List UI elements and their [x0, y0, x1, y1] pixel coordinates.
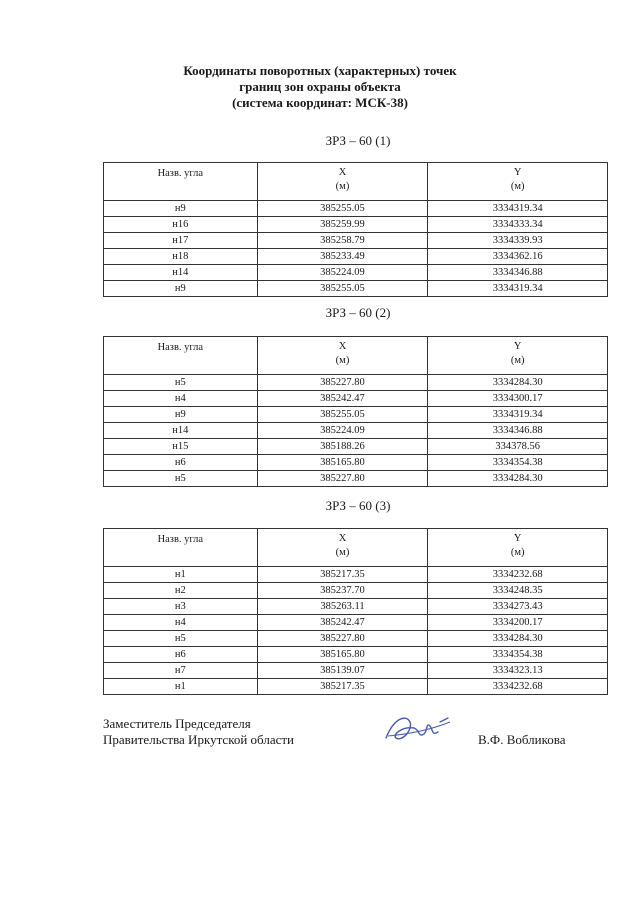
header-y-label: Y [513, 341, 522, 352]
coordinates-table-3 [103, 528, 608, 695]
table-row [104, 583, 608, 599]
y-coordinate-cell: 3334339.93 [428, 233, 608, 249]
point-name-cell: н6 [104, 647, 258, 663]
x-coordinate-cell: 385227.80 [257, 375, 428, 391]
coordinates-table-1 [103, 162, 608, 297]
point-name-cell: н4 [104, 615, 258, 631]
x-coordinate-cell: 385165.80 [257, 647, 428, 663]
y-coordinate-cell: 3334284.30 [428, 471, 608, 487]
header-x [257, 529, 428, 567]
table-row [104, 233, 608, 249]
header-y-unit: (м) [510, 547, 525, 558]
y-coordinate-cell: 3334284.30 [428, 631, 608, 647]
y-coordinate-cell: 3334362.16 [428, 249, 608, 265]
header-y [428, 163, 608, 201]
y-coordinate-cell: 3334284.30 [428, 375, 608, 391]
table-row [104, 249, 608, 265]
table-row [104, 631, 608, 647]
y-coordinate-cell: 3334319.34 [428, 407, 608, 423]
title-line-1: Координаты поворотных (характерных) точек [183, 63, 457, 78]
point-name-cell: н5 [104, 471, 258, 487]
header-x-label: X [338, 533, 347, 544]
point-name-cell: н16 [104, 217, 258, 233]
y-coordinate-cell: 3334346.88 [428, 423, 608, 439]
header-x [257, 163, 428, 201]
x-coordinate-cell: 385237.70 [257, 583, 428, 599]
table-row [104, 679, 608, 695]
x-coordinate-cell: 385139.07 [257, 663, 428, 679]
header-y-label: Y [513, 533, 522, 544]
header-y [428, 529, 608, 567]
table-row [104, 471, 608, 487]
table-row [104, 407, 608, 423]
signature-block [103, 716, 294, 748]
table-row [104, 423, 608, 439]
x-coordinate-cell: 385188.26 [257, 439, 428, 455]
y-coordinate-cell: 3334248.35 [428, 583, 608, 599]
header-name: Назв. угла [104, 163, 258, 201]
table-row [104, 455, 608, 471]
table-row [104, 599, 608, 615]
x-coordinate-cell: 385165.80 [257, 455, 428, 471]
header-y-label: Y [513, 167, 522, 178]
title-line-3: (система координат: МСК-38) [232, 95, 408, 110]
header-x-unit: (м) [335, 547, 350, 558]
zone-heading-2: ЗРЗ – 60 (2) [325, 305, 391, 320]
table-row [104, 439, 608, 455]
y-coordinate-cell: 3334323.13 [428, 663, 608, 679]
point-name-cell: н2 [104, 583, 258, 599]
point-name-cell: н14 [104, 265, 258, 281]
table-row [104, 201, 608, 217]
zone-heading-3: ЗРЗ – 60 (3) [325, 498, 391, 513]
x-coordinate-cell: 385224.09 [257, 423, 428, 439]
point-name-cell: н15 [104, 439, 258, 455]
y-coordinate-cell: 3334232.68 [428, 567, 608, 583]
header-y [428, 337, 608, 375]
y-coordinate-cell: 334378.56 [428, 439, 608, 455]
signer-position-line-1: Заместитель Председателя [103, 716, 251, 731]
x-coordinate-cell: 385255.05 [257, 281, 428, 297]
point-name-cell: н14 [104, 423, 258, 439]
point-name-cell: н9 [104, 407, 258, 423]
point-name-cell: н9 [104, 281, 258, 297]
point-name-cell: н17 [104, 233, 258, 249]
signer-position-line-2: Правительства Иркутской области [103, 732, 295, 747]
table-row [104, 391, 608, 407]
document-title [0, 63, 640, 111]
y-coordinate-cell: 3334232.68 [428, 679, 608, 695]
point-name-cell: н5 [104, 375, 258, 391]
x-coordinate-cell: 385224.09 [257, 265, 428, 281]
x-coordinate-cell: 385242.47 [257, 391, 428, 407]
table-header-row [104, 163, 608, 201]
y-coordinate-cell: 3334346.88 [428, 265, 608, 281]
header-x-label: X [338, 341, 347, 352]
table-row [104, 217, 608, 233]
handwritten-signature [380, 708, 460, 748]
x-coordinate-cell: 385233.49 [257, 249, 428, 265]
table-header-row [104, 529, 608, 567]
x-coordinate-cell: 385255.05 [257, 407, 428, 423]
title-line-2: границ зон охраны объекта [239, 79, 401, 94]
point-name-cell: н3 [104, 599, 258, 615]
point-name-cell: н1 [104, 567, 258, 583]
y-coordinate-cell: 3334273.43 [428, 599, 608, 615]
header-name: Назв. угла [104, 529, 258, 567]
x-coordinate-cell: 385217.35 [257, 679, 428, 695]
point-name-cell: н9 [104, 201, 258, 217]
x-coordinate-cell: 385259.99 [257, 217, 428, 233]
y-coordinate-cell: 3334354.38 [428, 647, 608, 663]
y-coordinate-cell: 3334319.34 [428, 201, 608, 217]
point-name-cell: н7 [104, 663, 258, 679]
y-coordinate-cell: 3334200.17 [428, 615, 608, 631]
x-coordinate-cell: 385242.47 [257, 615, 428, 631]
table-row [104, 663, 608, 679]
point-name-cell: н18 [104, 249, 258, 265]
table-row [104, 281, 608, 297]
header-x-unit: (м) [335, 181, 350, 192]
point-name-cell: н6 [104, 455, 258, 471]
y-coordinate-cell: 3334300.17 [428, 391, 608, 407]
table-header-row [104, 337, 608, 375]
header-x-unit: (м) [335, 355, 350, 366]
x-coordinate-cell: 385258.79 [257, 233, 428, 249]
header-name: Назв. угла [104, 337, 258, 375]
x-coordinate-cell: 385255.05 [257, 201, 428, 217]
y-coordinate-cell: 3334333.34 [428, 217, 608, 233]
point-name-cell: н1 [104, 679, 258, 695]
x-coordinate-cell: 385227.80 [257, 631, 428, 647]
table-row [104, 615, 608, 631]
x-coordinate-cell: 385227.80 [257, 471, 428, 487]
header-y-unit: (м) [510, 181, 525, 192]
x-coordinate-cell: 385217.35 [257, 567, 428, 583]
signer-name: В.Ф. Вобликова [478, 732, 566, 747]
header-x [257, 337, 428, 375]
table-row [104, 567, 608, 583]
point-name-cell: н4 [104, 391, 258, 407]
table-row [104, 375, 608, 391]
zone-heading-1: ЗРЗ – 60 (1) [325, 133, 391, 148]
y-coordinate-cell: 3334319.34 [428, 281, 608, 297]
table-row [104, 265, 608, 281]
header-x-label: X [338, 167, 347, 178]
x-coordinate-cell: 385263.11 [257, 599, 428, 615]
table-row [104, 647, 608, 663]
coordinates-table-2 [103, 336, 608, 487]
header-y-unit: (м) [510, 355, 525, 366]
point-name-cell: н5 [104, 631, 258, 647]
y-coordinate-cell: 3334354.38 [428, 455, 608, 471]
